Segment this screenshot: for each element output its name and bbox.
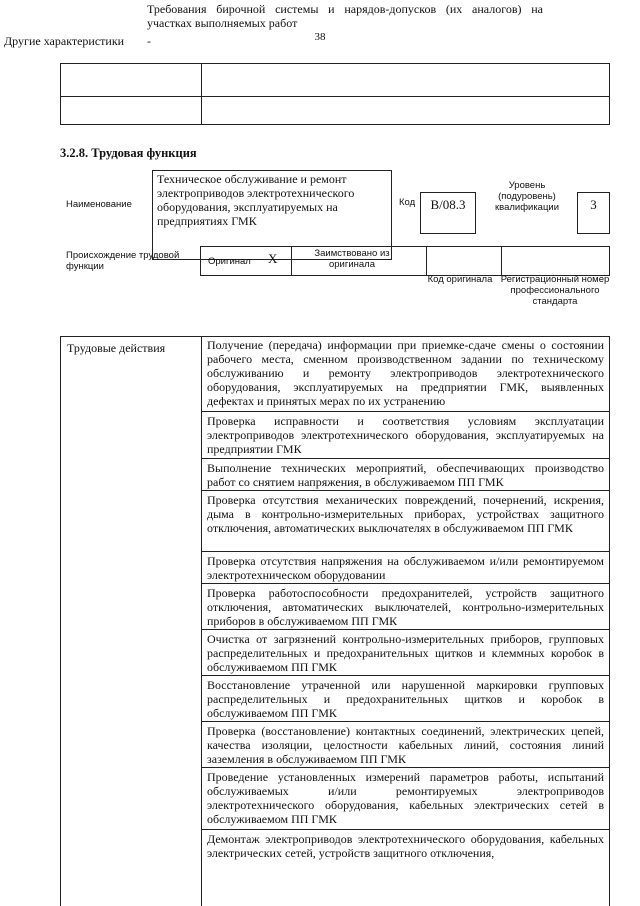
- function-name: Техническое обслуживание и ремонт электроприводов электротехнического оборудования, эксплуатируемых на предприятиях ГМК: [157, 172, 355, 228]
- original-mark: X: [268, 251, 278, 266]
- original-label: Оригинал: [208, 256, 251, 267]
- table-row: Получение (передача) информации при приемке-сдаче смены о состоянии рабочего места, сменном производственном задании по техническому обслуживанию и ремонту электроприводов электротехнического оборудования, эксплуатируемых на предприятии ГМК, выявленных дефектах и принятых мерах по их устранению: [201, 336, 610, 412]
- reg-number-label: Регистрационный номер профессионального стандарта: [500, 274, 610, 307]
- table-row: Проверка отсутствия напряжения на обслуживаемом и/или ремонтируемом электротехническом оборудовании: [201, 552, 610, 584]
- other-characteristics-label: Другие характеристики: [4, 34, 125, 48]
- table-row: Проведение установленных измерений параметров работы, испытаний обслуживаемых и/или ремонтируемых электроприводов электротехнического оборудования, кабельных электрических сетей в обслуживаемом ПП ГМК: [201, 768, 610, 830]
- page-number: 38: [314, 31, 326, 43]
- code-original-label: Код оригинала: [427, 274, 493, 285]
- section-title: 3.2.8. Трудовая функция: [60, 146, 197, 160]
- table-row: Проверка работоспособности предохранителей, устройств защитного отключения, автоматических выключателей, контрольно-измерительных приборов в обслуживаемом ПП ГМК: [201, 584, 610, 630]
- origin-label: Происхождение трудовой функции: [66, 250, 180, 272]
- name-label: Наименование: [66, 199, 132, 210]
- table-row: Проверка отсутствия механических повреждений, почернений, искрения, дыма в контрольно-измерительных приборах, устройствах защитного отключения, автоматических выключателях в обслуживаемом ПП ГМК: [201, 491, 610, 552]
- other-characteristics-value: -: [147, 34, 151, 48]
- table-row: Демонтаж электроприводов электротехнического оборудования, кабельных электрических сетей, устройств защитного отключения,: [207, 832, 604, 860]
- code-label: Код: [399, 197, 416, 208]
- continued-table: [60, 63, 610, 125]
- labor-actions-list: [201, 336, 610, 870]
- qualification-level-label: Уровень (подуровень) квалификации: [494, 180, 560, 213]
- qualification-level: 3: [590, 197, 597, 212]
- table-row: Восстановление утраченной или нарушенной маркировки групповых распределительных и предохранительных щитков и коробок в обслуживаемом ПП ГМК: [201, 676, 610, 722]
- table-row: Выполнение технических мероприятий, обеспечивающих производство работ со снятием напряжения, в обслуживаемом ПП ГМК: [201, 459, 610, 491]
- table-row: Проверка (восстановление) контактных соединений, электрических цепей, качества изоляции, целостности кабельных линий, состояния линий заземления в обслуживаемом ПП ГМК: [201, 722, 610, 768]
- requirements-text: Требования бирочной системы и нарядов-допусков (их аналогов) на участках выполняемых работ: [147, 2, 543, 30]
- table-row: Очистка от загрязнений контрольно-измерительных приборов, групповых распределительных и предохранительных щитков и клеммных коробок в обслуживаемом ПП ГМК: [201, 630, 610, 676]
- labor-actions-label: Трудовые действия: [67, 341, 166, 355]
- borrowed-label: Заимствовано из оригинала: [314, 248, 390, 270]
- function-code: В/08.3: [430, 197, 466, 212]
- table-row: Проверка исправности и соответствия условиям эксплуатации электроприводов электротехнического оборудования, эксплуатируемых на предприятии ГМК: [201, 412, 610, 459]
